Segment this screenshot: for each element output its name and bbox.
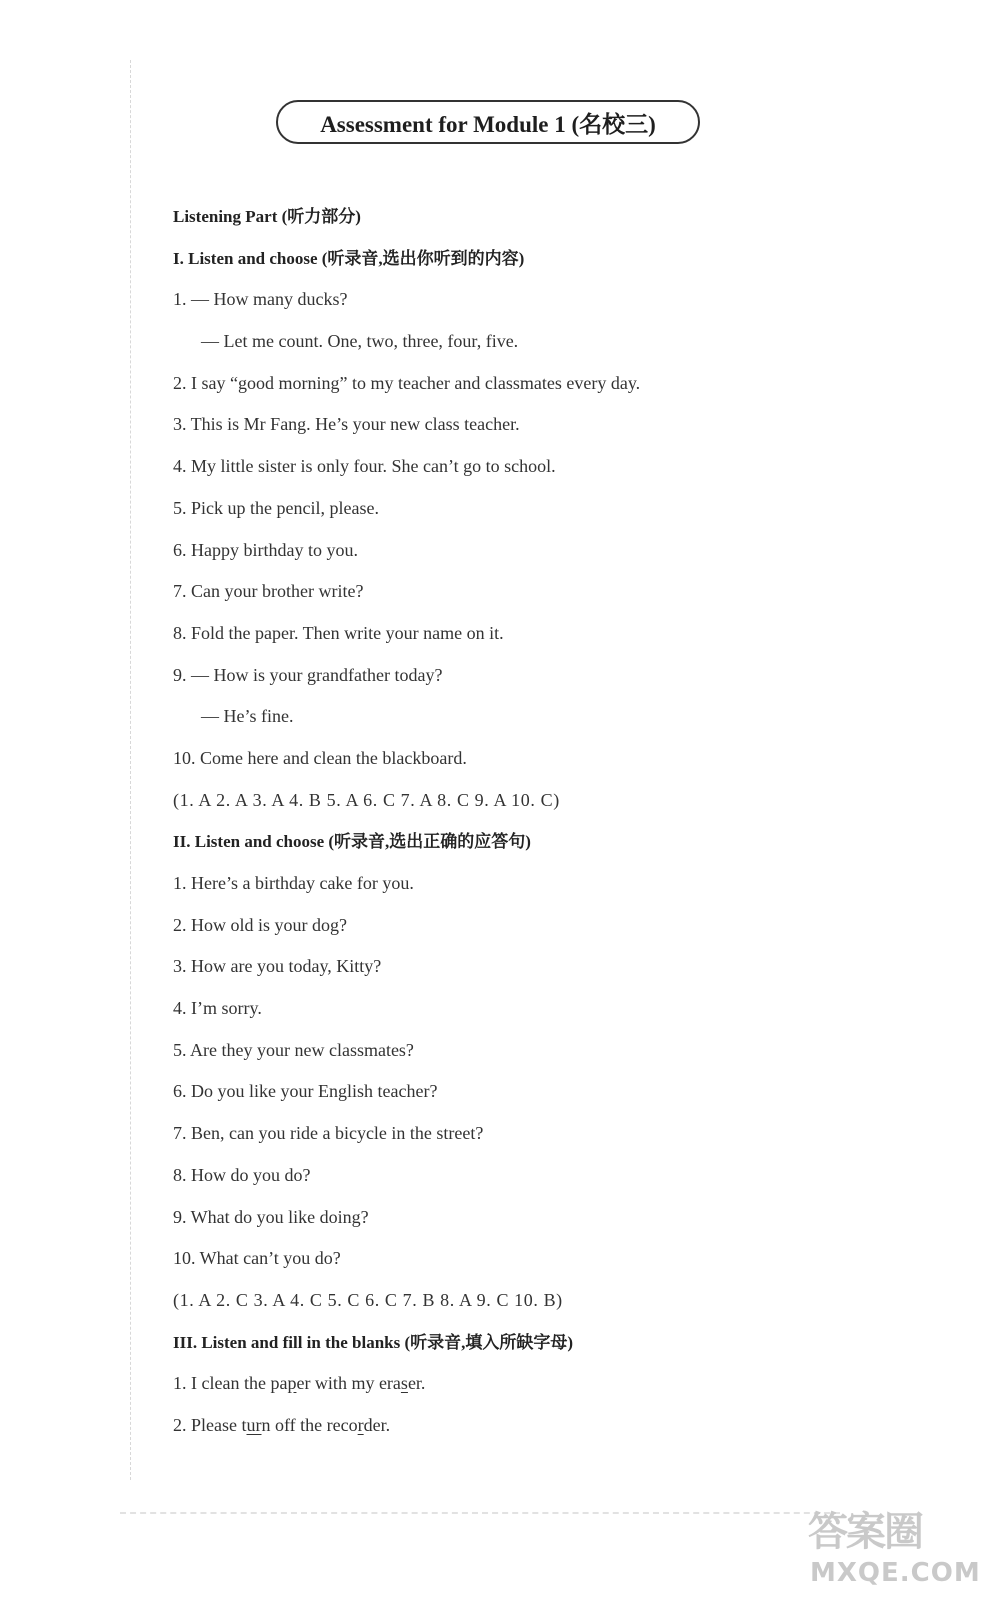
section1-line: 9. — How is your grandfather today? <box>173 664 443 685</box>
section3-line-2 <box>173 1405 813 1447</box>
section1-line: 3. This is Mr Fang. He’s your new class teacher. <box>173 414 520 435</box>
watermark-url: MXQE.COM <box>810 1558 981 1588</box>
section1-line: — He’s fine. <box>201 706 294 727</box>
text-segment: n off the reco <box>261 1414 358 1435</box>
text-segment: er. <box>407 1373 426 1394</box>
text-segment: der. <box>363 1414 391 1435</box>
section2-line: 10. What can’t you do? <box>173 1248 341 1269</box>
section1-line: — Let me count. One, two, three, four, five. <box>201 331 519 352</box>
content <box>173 196 813 1447</box>
text-segment: er with my era <box>296 1373 401 1394</box>
section1-line: 8. Fold the paper. Then write your name on it. <box>173 622 504 643</box>
filled-letters: r <box>357 1414 364 1435</box>
section3-heading: III. Listen and fill in the blanks (听录音,填入所缺字母) <box>173 1332 574 1352</box>
section2-line: 8. How do you do? <box>173 1164 311 1185</box>
section1-line: 7. Can your brother write? <box>173 581 364 602</box>
page-title: Assessment for Module 1 (名校三) <box>320 111 656 137</box>
section2-line: 5. Are they your new classmates? <box>173 1039 414 1060</box>
title-box <box>276 100 700 144</box>
text-segment: 1. I clean the pa <box>173 1373 288 1394</box>
watermark <box>808 1500 981 1595</box>
text-segment: 2. Please t <box>173 1414 247 1435</box>
bottom-rule <box>120 1512 840 1514</box>
section1-answers: (1. A 2. A 3. A 4. B 5. A 6. C 7. A 8. C 9. A 10. C) <box>173 789 560 810</box>
section1-line: 5. Pick up the pencil, please. <box>173 497 379 518</box>
section2-line: 4. I’m sorry. <box>173 998 262 1019</box>
left-margin-rule <box>130 60 131 1480</box>
watermark-logo: 答案圈 <box>808 1509 922 1555</box>
filled-letters: s <box>400 1373 408 1394</box>
section2-line: 7. Ben, can you ride a bicycle in the street? <box>173 1123 484 1144</box>
section1-line: 10. Come here and clean the blackboard. <box>173 747 467 768</box>
section1-heading: I. Listen and choose (听录音,选出你听到的内容) <box>173 248 525 268</box>
section2-heading: II. Listen and choose (听录音,选出正确的应答句) <box>173 832 531 852</box>
filled-letters: ur <box>246 1414 262 1435</box>
filled-letters: p <box>287 1373 297 1394</box>
section2-line: 3. How are you today, Kitty? <box>173 956 382 977</box>
section2-line: 9. What do you like doing? <box>173 1206 369 1227</box>
section1-line: 6. Happy birthday to you. <box>173 539 358 560</box>
section2-answers: (1. A 2. C 3. A 4. C 5. C 6. C 7. B 8. A 9. C 10. B) <box>173 1289 563 1310</box>
section1-line: 1. — How many ducks? <box>173 289 348 310</box>
section1-line: 4. My little sister is only four. She can’t go to school. <box>173 456 556 477</box>
section2-line: 1. Here’s a birthday cake for you. <box>173 873 414 893</box>
section2-line: 6. Do you like your English teacher? <box>173 1081 438 1102</box>
section2-line: 2. How old is your dog? <box>173 914 347 935</box>
section3-line-1 <box>173 1363 813 1405</box>
listening-part-heading: Listening Part (听力部分) <box>173 207 361 226</box>
section1-line: 2. I say “good morning” to my teacher and classmates every day. <box>173 372 641 393</box>
